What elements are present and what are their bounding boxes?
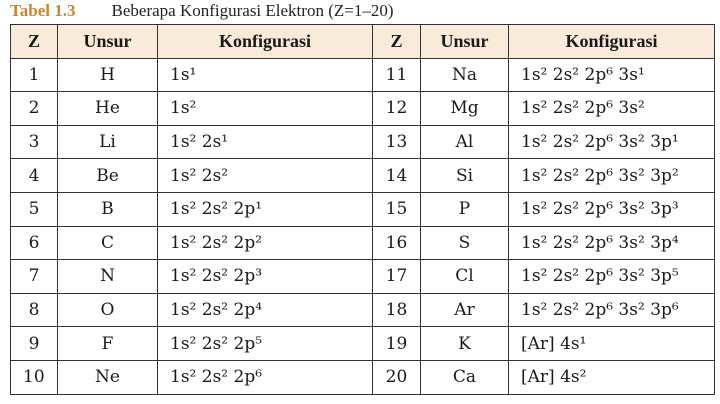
element-symbol-cell: P (421, 192, 509, 226)
atomic-number-cell: 8 (11, 293, 58, 327)
table-row (11, 159, 715, 193)
header-konfigurasi-right: Konfigurasi (509, 25, 715, 59)
table-row (11, 260, 715, 294)
header-z-right: Z (373, 25, 421, 59)
element-symbol-cell: Ca (421, 360, 509, 394)
element-symbol-cell: K (421, 327, 509, 361)
element-symbol-cell: Mg (421, 92, 509, 126)
configuration-cell: 1s² 2s² 2p⁶ 3s¹ (509, 58, 715, 92)
table-row (11, 293, 715, 327)
atomic-number-cell: 4 (11, 159, 58, 193)
configuration-cell: 1s² (158, 92, 373, 126)
header-unsur-right: Unsur (421, 25, 509, 59)
element-symbol-cell: Ar (421, 293, 509, 327)
element-symbol-cell: He (58, 92, 158, 126)
atomic-number-cell: 6 (11, 226, 58, 260)
atomic-number-cell: 18 (373, 293, 421, 327)
atomic-number-cell: 1 (11, 58, 58, 92)
table-row (11, 125, 715, 159)
table-row (11, 360, 715, 394)
table-title: Beberapa Konfigurasi Elektron (Z=1–20) (111, 1, 394, 20)
atomic-number-cell: 20 (373, 360, 421, 394)
atomic-number-cell: 5 (11, 192, 58, 226)
table-row (11, 226, 715, 260)
atomic-number-cell: 11 (373, 58, 421, 92)
atomic-number-cell: 19 (373, 327, 421, 361)
atomic-number-cell: 13 (373, 125, 421, 159)
element-symbol-cell: Be (58, 159, 158, 193)
element-symbol-cell: Cl (421, 260, 509, 294)
configuration-cell: 1s² 2s² 2p¹ (158, 192, 373, 226)
table-number: Tabel 1.3 (10, 1, 76, 20)
configuration-cell: 1s² 2s² 2p⁶ 3s² 3p⁴ (509, 226, 715, 260)
element-symbol-cell: F (58, 327, 158, 361)
element-symbol-cell: Ne (58, 360, 158, 394)
atomic-number-cell: 10 (11, 360, 58, 394)
atomic-number-cell: 3 (11, 125, 58, 159)
atomic-number-cell: 2 (11, 92, 58, 126)
header-konfigurasi: Konfigurasi (158, 25, 373, 59)
element-symbol-cell: Li (58, 125, 158, 159)
table-caption (10, 0, 394, 22)
configuration-cell: 1s² 2s² 2p⁶ 3s² 3p¹ (509, 125, 715, 159)
configuration-cell: 1s² 2s² (158, 159, 373, 193)
header-z: Z (11, 25, 58, 59)
element-symbol-cell: C (58, 226, 158, 260)
element-symbol-cell: Si (421, 159, 509, 193)
configuration-cell: 1s² 2s² 2p⁶ 3s² 3p³ (509, 192, 715, 226)
configuration-cell: [Ar] 4s² (509, 360, 715, 394)
atomic-number-cell: 7 (11, 260, 58, 294)
configuration-cell: 1s² 2s² 2p⁶ 3s² 3p² (509, 159, 715, 193)
configuration-cell: 1s¹ (158, 58, 373, 92)
header-row (11, 25, 715, 59)
element-symbol-cell: B (58, 192, 158, 226)
configuration-cell: 1s² 2s¹ (158, 125, 373, 159)
table-row (11, 58, 715, 92)
table-row (11, 192, 715, 226)
element-symbol-cell: O (58, 293, 158, 327)
element-symbol-cell: Na (421, 58, 509, 92)
atomic-number-cell: 15 (373, 192, 421, 226)
header-unsur: Unsur (58, 25, 158, 59)
electron-configuration-table (10, 24, 715, 395)
atomic-number-cell: 16 (373, 226, 421, 260)
atomic-number-cell: 12 (373, 92, 421, 126)
atomic-number-cell: 9 (11, 327, 58, 361)
element-symbol-cell: N (58, 260, 158, 294)
configuration-cell: 1s² 2s² 2p⁶ 3s² 3p⁶ (509, 293, 715, 327)
configuration-cell: 1s² 2s² 2p⁶ (158, 360, 373, 394)
configuration-cell: 1s² 2s² 2p⁶ 3s² 3p⁵ (509, 260, 715, 294)
configuration-cell: [Ar] 4s¹ (509, 327, 715, 361)
configuration-cell: 1s² 2s² 2p⁴ (158, 293, 373, 327)
atomic-number-cell: 17 (373, 260, 421, 294)
element-symbol-cell: H (58, 58, 158, 92)
element-symbol-cell: S (421, 226, 509, 260)
atomic-number-cell: 14 (373, 159, 421, 193)
table-row (11, 327, 715, 361)
configuration-cell: 1s² 2s² 2p⁵ (158, 327, 373, 361)
configuration-cell: 1s² 2s² 2p³ (158, 260, 373, 294)
table-row (11, 92, 715, 126)
configuration-cell: 1s² 2s² 2p⁶ 3s² (509, 92, 715, 126)
element-symbol-cell: Al (421, 125, 509, 159)
configuration-cell: 1s² 2s² 2p² (158, 226, 373, 260)
